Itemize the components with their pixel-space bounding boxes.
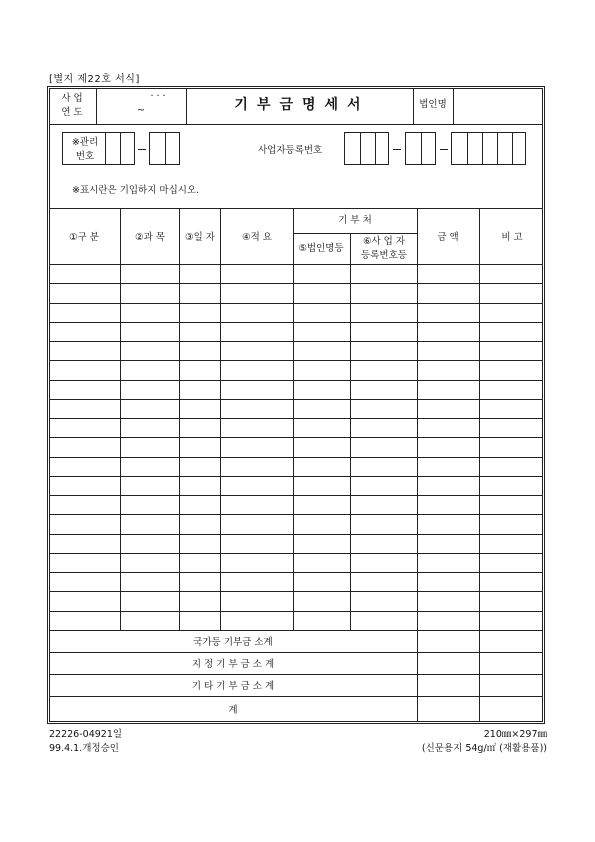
corp-name-label: 법인명 <box>419 99 447 110</box>
row-divider <box>49 322 543 323</box>
divider <box>179 208 180 630</box>
biz-reg-field[interactable] <box>344 132 389 165</box>
row-divider <box>49 572 543 573</box>
total-designated: 지 정 기 부 금 소 계 <box>191 659 275 670</box>
row-divider <box>49 283 543 284</box>
mgmt-no-label: ※관리 <box>71 137 99 148</box>
dash <box>393 149 401 150</box>
row-divider <box>49 652 543 653</box>
col-account: ②과 목 <box>135 232 165 243</box>
col-recipient: 기 부 처 <box>338 215 372 226</box>
divider <box>413 88 414 124</box>
row-divider <box>49 399 543 400</box>
total-national: 국가등 기부금 소계 <box>193 637 273 648</box>
paper-spec: (신문용지 54g/㎡ (재활용품)) <box>421 743 547 754</box>
col-reg-no: ⑥사 업 자 <box>362 236 406 247</box>
period-dots: · · · <box>150 91 166 102</box>
biz-reg-label: 사업자등록번호 <box>258 145 323 156</box>
col-category: ①구 분 <box>69 232 99 243</box>
period-tilde: ~ <box>137 105 145 116</box>
mgmt-no-label: 번호 <box>75 151 95 162</box>
row-divider <box>49 457 543 458</box>
col-corp-name: ⑤법인명등 <box>298 243 344 254</box>
divider <box>220 208 221 630</box>
business-year-label: 사 업 <box>61 93 83 104</box>
divider <box>417 208 418 721</box>
row-divider <box>49 591 543 592</box>
divider <box>350 233 351 630</box>
row-divider <box>49 553 543 554</box>
mgmt-no-field[interactable] <box>105 132 135 165</box>
row-divider <box>49 514 543 515</box>
row-divider <box>49 303 543 304</box>
divider <box>293 208 294 630</box>
divider <box>293 233 417 234</box>
row-divider <box>49 341 543 342</box>
approval-date: 99.4.1.개정승인 <box>49 743 119 754</box>
col-reg-no: 등록번호등 <box>361 250 407 261</box>
col-amount: 금 액 <box>437 232 459 243</box>
row-divider <box>49 360 543 361</box>
form-number-label: [별지 제22호 서식] <box>49 74 140 85</box>
corp-name-field[interactable] <box>454 88 543 124</box>
row-divider <box>49 495 543 496</box>
row-divider <box>49 380 543 381</box>
row-divider <box>49 264 543 265</box>
mgmt-no-field[interactable] <box>149 132 180 165</box>
total-other: 기 타 기 부 금 소 계 <box>191 681 275 692</box>
col-remarks: 비 고 <box>501 232 523 243</box>
mgmt-no-label-box <box>62 132 106 165</box>
col-date: ③일 자 <box>185 232 215 243</box>
biz-reg-field[interactable] <box>451 132 526 165</box>
row-divider <box>49 476 543 477</box>
form-frame <box>47 86 545 724</box>
note-text: ※표시란은 기입하지 마십시오. <box>72 185 200 196</box>
biz-reg-field[interactable] <box>405 132 436 165</box>
dash <box>440 149 448 150</box>
row-divider <box>49 630 543 631</box>
row-divider <box>49 437 543 438</box>
row-divider <box>49 534 543 535</box>
row-divider <box>49 611 543 612</box>
dash <box>138 149 146 150</box>
row-divider <box>49 674 543 675</box>
business-year-label: 연 도 <box>61 107 83 118</box>
page-title: 기부금명세서 <box>234 97 370 113</box>
divider <box>49 124 543 125</box>
row-divider <box>49 696 543 697</box>
divider <box>96 88 97 124</box>
divider <box>186 88 187 124</box>
grand-total: 계 <box>228 705 238 716</box>
row-divider <box>49 418 543 419</box>
divider <box>49 208 543 209</box>
form-code: 22226-04921일 <box>49 729 123 740</box>
divider <box>120 208 121 630</box>
paper-size: 210㎜×297㎜ <box>483 729 547 740</box>
col-summary: ④적 요 <box>242 232 272 243</box>
divider <box>479 208 480 721</box>
